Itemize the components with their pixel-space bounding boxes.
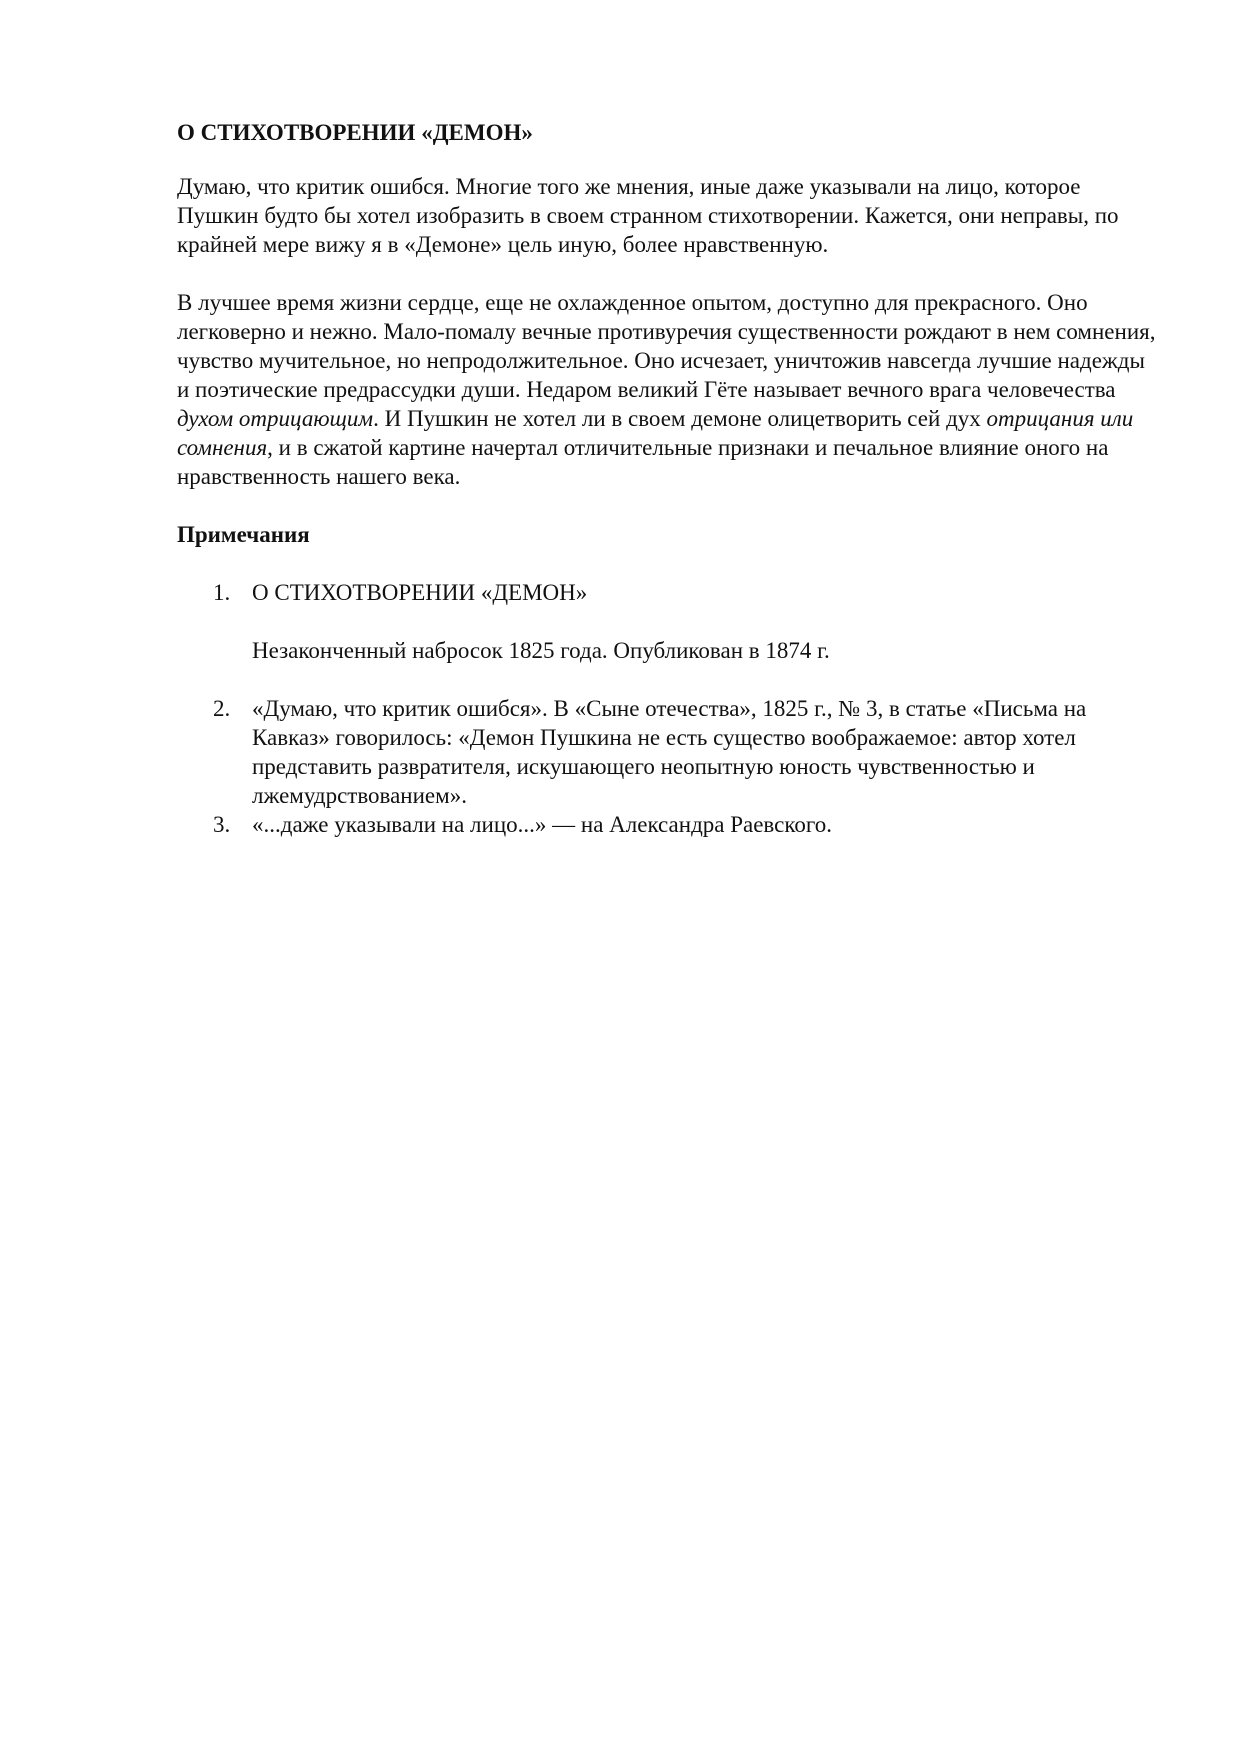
document-body <box>177 118 1162 839</box>
paragraph-1-text: Думаю, что критик ошибся. Многие того же мнения, иные даже указывали на лицо, которое Пушкин будто бы хотел изобразить в своем странном стихотворении. Кажется, они неправы, по крайней мере вижу я в «Демоне» цель иную, более нравственную. <box>177 174 1125 257</box>
notes-list <box>177 578 1157 839</box>
notes-heading: Примечания <box>177 522 310 547</box>
page-title: О СТИХОТВОРЕНИИ «ДЕМОН» <box>177 120 533 145</box>
note-text: «Думаю, что критик ошибся». В «Сыне отечества», 1825 г., № 3, в статье «Письма на Кавказ» говорилось: «Демон Пушкина не есть существо воображаемое: автор хотел представить развратителя, искушающего неопытную юность чувственностью и лжемудрствованием». <box>252 696 1087 808</box>
note-item <box>177 694 1157 810</box>
note-number: 3. <box>213 812 231 837</box>
note-number: 1. <box>213 580 231 605</box>
note-title: О СТИХОТВОРЕНИИ «ДЕМОН» <box>252 580 588 605</box>
paragraph-2-italic2: отрицания или сомнения <box>177 406 1140 460</box>
note-item <box>177 810 1157 839</box>
paragraph-2-italic1: духом отрицающим <box>177 406 374 431</box>
note-text: Незаконченный набросок 1825 года. Опубликован в 1874 г. <box>252 638 830 663</box>
paragraph-2-part1: В лучшее время жизни сердце, еще не охлажденное опытом, доступно для прекрасного. Оно легковерно и нежно. Мало-помалу вечные противуречия существенности рождают в нем сомнения, чувство мучительное, но непродолжительное. Оно исчезает, уничтожив навсегда лучшие надежды и поэтические предрассудки души. Недаром великий Гёте называет вечного врага человечества <box>177 290 1162 402</box>
note-number: 2. <box>213 696 231 721</box>
paragraph-1 <box>177 172 1157 259</box>
paragraph-2 <box>177 288 1162 491</box>
paragraph-2-part3: , и в сжатой картине начертал отличительные признаки и печальное влияние оного на нравственность нашего века. <box>177 435 1115 489</box>
note-item <box>177 578 1157 665</box>
paragraph-2-part2: . И Пушкин не хотел ли в своем демоне олицетворить сей дух <box>373 406 987 431</box>
note-text: «...даже указывали на лицо...» — на Александра Раевского. <box>252 812 832 837</box>
